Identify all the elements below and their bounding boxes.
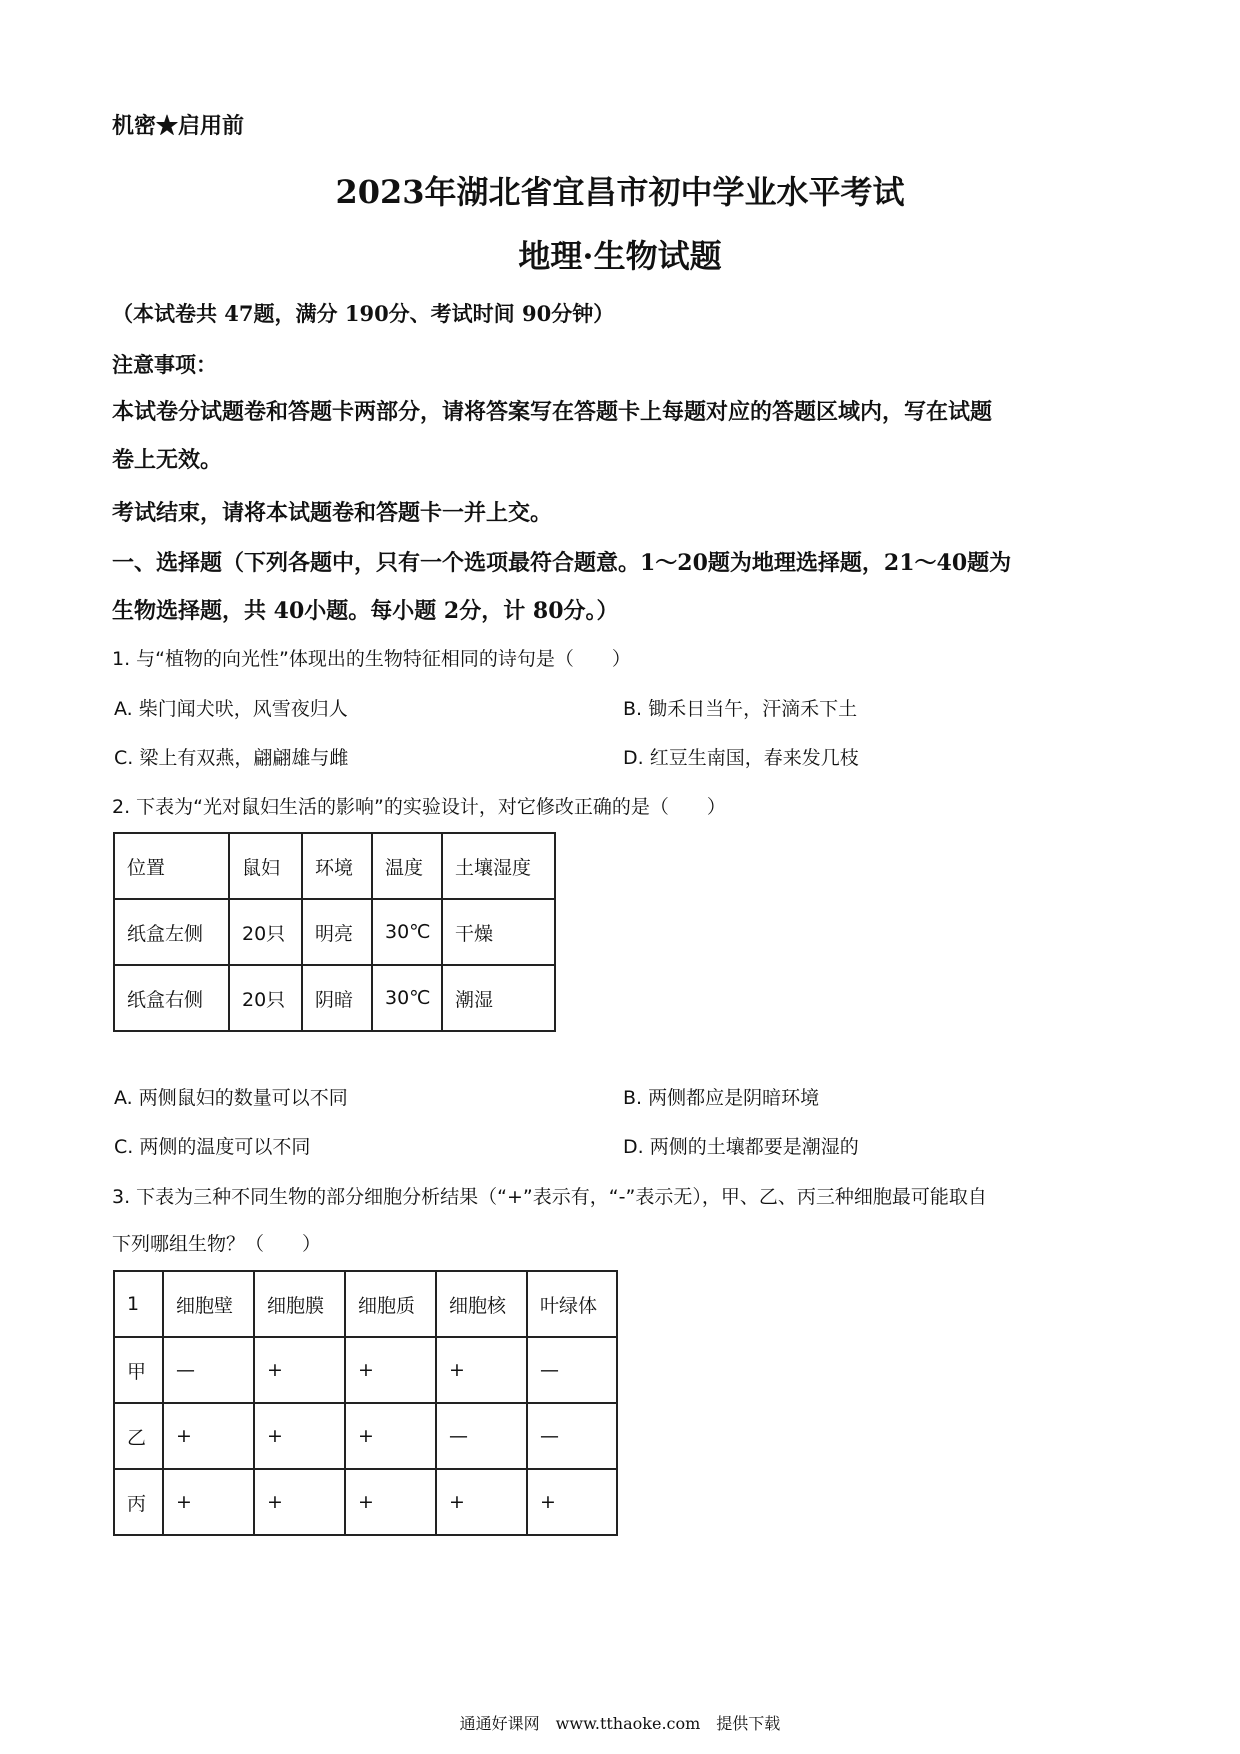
section-1-line-2: 生物选择题，共 40小题。每小题 2分，计 80分。） xyxy=(112,598,619,624)
exam-subtitle: 地理·生物试题 xyxy=(518,237,722,275)
table-row xyxy=(114,1469,617,1535)
table-header-cell: 叶绿体 xyxy=(527,1271,617,1337)
section-1-line-1: 一、选择题（下列各题中，只有一个选项最符合题意。1～20题为地理选择题，21～40题为 xyxy=(112,550,1012,576)
table-cell: 明亮 xyxy=(302,899,372,965)
table-header-row xyxy=(114,833,555,899)
table-cell: 乙 xyxy=(114,1403,163,1469)
table-header-cell: 细胞壁 xyxy=(163,1271,254,1337)
table-cell: 潮湿 xyxy=(442,965,555,1031)
table-cell: 20只 xyxy=(229,965,302,1031)
question-2-stem: 2. 下表为“光对鼠妇生活的影响”的实验设计，对它修改正确的是（ ） xyxy=(112,796,726,818)
table-cell: — xyxy=(527,1337,617,1403)
exam-info: （本试卷共 47题，满分 190分、考试时间 90分钟） xyxy=(112,301,615,326)
question-1-option-c: C. 梁上有双燕，翩翩雄与雌 xyxy=(114,747,349,769)
table-header-row xyxy=(114,1271,617,1337)
table-row xyxy=(114,1403,617,1469)
table-cell: + xyxy=(345,1469,436,1535)
table-row xyxy=(114,899,555,965)
table-cell: 20只 xyxy=(229,899,302,965)
table-header-cell: 细胞质 xyxy=(345,1271,436,1337)
table-cell: 阴暗 xyxy=(302,965,372,1031)
question-1-option-a: A. 柴门闻犬吠，风雪夜归人 xyxy=(114,698,348,720)
table-cell: + xyxy=(527,1469,617,1535)
question-2-option-d: D. 两侧的土壤都要是潮湿的 xyxy=(623,1136,859,1158)
notice-item-1-line-1: 本试卷分试题卷和答题卡两部分，请将答案写在答题卡上每题对应的答题区域内，写在试题 xyxy=(112,399,993,425)
table-header-cell: 1 xyxy=(114,1271,163,1337)
table-cell: — xyxy=(436,1403,527,1469)
table-row xyxy=(114,965,555,1031)
table-header-cell: 细胞膜 xyxy=(254,1271,345,1337)
table-cell: 纸盒左侧 xyxy=(114,899,229,965)
table-cell: + xyxy=(436,1337,527,1403)
table-cell: — xyxy=(163,1337,254,1403)
question-2-option-c: C. 两侧的温度可以不同 xyxy=(114,1136,311,1158)
table-cell: + xyxy=(254,1403,345,1469)
table-cell: 30℃ xyxy=(372,965,442,1031)
question-3-stem-line-1: 3. 下表为三种不同生物的部分细胞分析结果（“+”表示有，“-”表示无），甲、乙、丙三种细胞最可能取自 xyxy=(112,1186,987,1208)
table-cell: 纸盒右侧 xyxy=(114,965,229,1031)
exam-title: 2023年湖北省宜昌市初中学业水平考试 xyxy=(335,173,905,211)
table-cell: — xyxy=(527,1403,617,1469)
question-1-option-b: B. 锄禾日当午，汗滴禾下土 xyxy=(623,698,858,720)
question-2-table xyxy=(113,832,556,1032)
confidential-label: 机密★启用前 xyxy=(112,113,245,139)
table-header-cell: 鼠妇 xyxy=(229,833,302,899)
question-3-table xyxy=(113,1270,618,1536)
table-cell: 干燥 xyxy=(442,899,555,965)
notice-heading: 注意事项： xyxy=(112,352,217,377)
question-1-stem: 1. 与“植物的向光性”体现出的生物特征相同的诗句是（ ） xyxy=(112,648,631,670)
table-cell: + xyxy=(254,1469,345,1535)
notice-item-1-line-2: 卷上无效。 xyxy=(112,447,223,473)
question-2-option-a: A. 两侧鼠妇的数量可以不同 xyxy=(114,1087,348,1109)
table-cell: + xyxy=(436,1469,527,1535)
table-header-cell: 细胞核 xyxy=(436,1271,527,1337)
question-1-option-d: D. 红豆生南国，春来发几枝 xyxy=(623,747,859,769)
table-cell: 丙 xyxy=(114,1469,163,1535)
table-cell: 30℃ xyxy=(372,899,442,965)
table-header-cell: 温度 xyxy=(372,833,442,899)
table-header-cell: 土壤湿度 xyxy=(442,833,555,899)
table-header-cell: 环境 xyxy=(302,833,372,899)
table-row xyxy=(114,1337,617,1403)
table-header-cell: 位置 xyxy=(114,833,229,899)
table-cell: + xyxy=(163,1403,254,1469)
question-2-option-b: B. 两侧都应是阴暗环境 xyxy=(623,1087,820,1109)
question-3-stem-line-2: 下列哪组生物？（ ） xyxy=(112,1233,322,1255)
table-cell: 甲 xyxy=(114,1337,163,1403)
table-cell: + xyxy=(345,1403,436,1469)
table-cell: + xyxy=(254,1337,345,1403)
footer-source: 通通好课网 www.tthaoke.com 提供下载 xyxy=(459,1714,781,1733)
table-cell: + xyxy=(163,1469,254,1535)
notice-item-2: 考试结束，请将本试题卷和答题卡一并上交。 xyxy=(112,500,553,526)
table-cell: + xyxy=(345,1337,436,1403)
